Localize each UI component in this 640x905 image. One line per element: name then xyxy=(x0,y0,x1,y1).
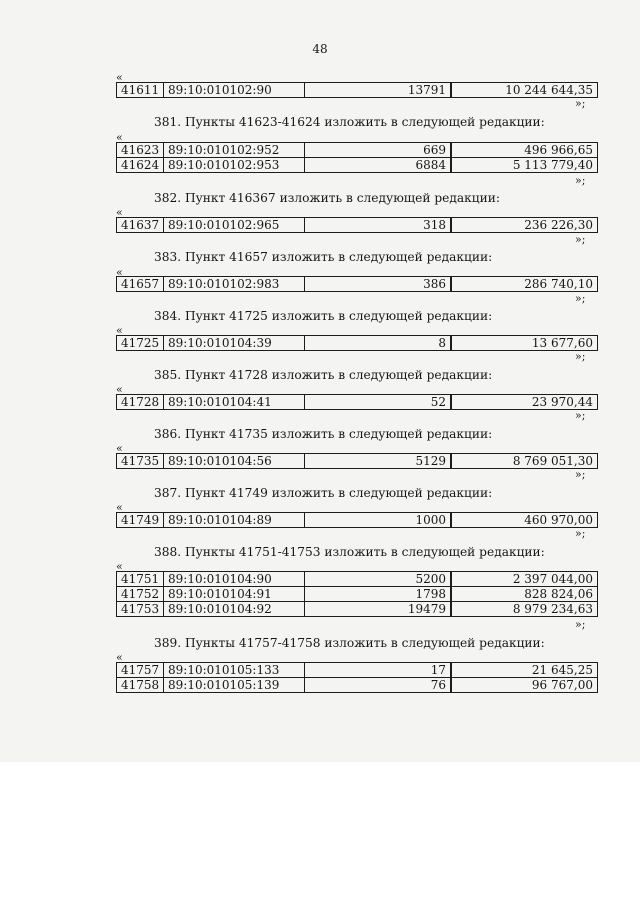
close-quote: »; xyxy=(575,97,586,110)
table-row xyxy=(117,277,598,292)
cadastral-number-cell: 89:10:010104:91 xyxy=(164,587,305,602)
open-quote: « xyxy=(116,442,123,455)
item-number-cell: 41735 xyxy=(117,454,164,469)
area-cell: 5129 xyxy=(305,454,452,469)
cadastral-value-cell: 10 244 644,35 xyxy=(451,83,598,98)
area-cell: 19479 xyxy=(305,602,452,617)
open-quote: « xyxy=(116,560,123,573)
cadastral-value-cell: 21 645,25 xyxy=(451,663,598,678)
amendment-table xyxy=(116,662,598,693)
table-row xyxy=(117,143,598,158)
open-quote: « xyxy=(116,383,123,396)
table-row xyxy=(117,454,598,469)
cadastral-number-cell: 89:10:010104:56 xyxy=(164,454,305,469)
section-heading: 386. Пункт 41735 изложить в следующей редакции: xyxy=(154,427,493,441)
section-heading: 389. Пункты 41757-41758 изложить в следующей редакции: xyxy=(154,636,545,650)
item-number-cell: 41751 xyxy=(117,572,164,587)
cadastral-number-cell: 89:10:010102:952 xyxy=(164,143,305,158)
table-row xyxy=(117,602,598,617)
cadastral-value-cell: 13 677,60 xyxy=(451,336,598,351)
table-row xyxy=(117,572,598,587)
item-number-cell: 41637 xyxy=(117,218,164,233)
open-quote: « xyxy=(116,651,123,664)
amendment-table xyxy=(116,453,598,469)
cadastral-value-cell: 236 226,30 xyxy=(451,218,598,233)
cadastral-number-cell: 89:10:010104:92 xyxy=(164,602,305,617)
area-cell: 669 xyxy=(305,143,452,158)
page-number: 48 xyxy=(312,42,328,56)
cadastral-value-cell: 2 397 044,00 xyxy=(451,572,598,587)
item-number-cell: 41623 xyxy=(117,143,164,158)
cadastral-number-cell: 89:10:010102:983 xyxy=(164,277,305,292)
table-row xyxy=(117,336,598,351)
cadastral-value-cell: 496 966,65 xyxy=(451,143,598,158)
table-row xyxy=(117,678,598,693)
cadastral-number-cell: 89:10:010105:139 xyxy=(164,678,305,693)
area-cell: 5200 xyxy=(305,572,452,587)
table-row xyxy=(117,663,598,678)
section-heading: 388. Пункты 41751-41753 изложить в следующей редакции: xyxy=(154,545,545,559)
item-number-cell: 41753 xyxy=(117,602,164,617)
close-quote: »; xyxy=(575,174,586,187)
cadastral-number-cell: 89:10:010104:90 xyxy=(164,572,305,587)
area-cell: 1000 xyxy=(305,513,452,528)
section-heading: 381. Пункты 41623-41624 изложить в следующей редакции: xyxy=(154,115,545,129)
item-number-cell: 41611 xyxy=(117,83,164,98)
item-number-cell: 41657 xyxy=(117,277,164,292)
close-quote: »; xyxy=(575,292,586,305)
item-number-cell: 41757 xyxy=(117,663,164,678)
cadastral-value-cell: 8 769 051,30 xyxy=(451,454,598,469)
close-quote: »; xyxy=(575,350,586,363)
cadastral-number-cell: 89:10:010105:133 xyxy=(164,663,305,678)
table-row xyxy=(117,218,598,233)
cadastral-number-cell: 89:10:010104:39 xyxy=(164,336,305,351)
amendment-table xyxy=(116,276,598,292)
table-row xyxy=(117,83,598,98)
cadastral-number-cell: 89:10:010102:90 xyxy=(164,83,305,98)
amendment-table xyxy=(116,142,598,173)
cadastral-value-cell: 5 113 779,40 xyxy=(451,158,598,173)
item-number-cell: 41725 xyxy=(117,336,164,351)
amendment-table xyxy=(116,82,598,98)
section-heading: 384. Пункт 41725 изложить в следующей редакции: xyxy=(154,309,493,323)
item-number-cell: 41624 xyxy=(117,158,164,173)
item-number-cell: 41758 xyxy=(117,678,164,693)
area-cell: 318 xyxy=(305,218,452,233)
area-cell: 13791 xyxy=(305,83,452,98)
open-quote: « xyxy=(116,206,123,219)
table-row xyxy=(117,513,598,528)
close-quote: »; xyxy=(575,618,586,631)
area-cell: 76 xyxy=(305,678,452,693)
cadastral-number-cell: 89:10:010104:41 xyxy=(164,395,305,410)
cadastral-number-cell: 89:10:010102:953 xyxy=(164,158,305,173)
section-heading: 383. Пункт 41657 изложить в следующей редакции: xyxy=(154,250,493,264)
amendment-table xyxy=(116,512,598,528)
area-cell: 52 xyxy=(305,395,452,410)
area-cell: 6884 xyxy=(305,158,452,173)
area-cell: 8 xyxy=(305,336,452,351)
table-row xyxy=(117,158,598,173)
close-quote: »; xyxy=(575,409,586,422)
amendment-table xyxy=(116,394,598,410)
open-quote: « xyxy=(116,324,123,337)
cadastral-value-cell: 460 970,00 xyxy=(451,513,598,528)
table-row xyxy=(117,587,598,602)
item-number-cell: 41728 xyxy=(117,395,164,410)
section-heading: 385. Пункт 41728 изложить в следующей редакции: xyxy=(154,368,493,382)
open-quote: « xyxy=(116,266,123,279)
amendment-table xyxy=(116,571,598,617)
area-cell: 386 xyxy=(305,277,452,292)
cadastral-value-cell: 286 740,10 xyxy=(451,277,598,292)
section-heading: 387. Пункт 41749 изложить в следующей редакции: xyxy=(154,486,493,500)
amendment-table xyxy=(116,335,598,351)
area-cell: 1798 xyxy=(305,587,452,602)
open-quote: « xyxy=(116,131,123,144)
item-number-cell: 41752 xyxy=(117,587,164,602)
amendment-table xyxy=(116,217,598,233)
cadastral-value-cell: 8 979 234,63 xyxy=(451,602,598,617)
open-quote: « xyxy=(116,501,123,514)
table-row xyxy=(117,395,598,410)
open-quote: « xyxy=(116,71,123,84)
close-quote: »; xyxy=(575,527,586,540)
close-quote: »; xyxy=(575,233,586,246)
cadastral-number-cell: 89:10:010104:89 xyxy=(164,513,305,528)
cadastral-value-cell: 23 970,44 xyxy=(451,395,598,410)
close-quote: »; xyxy=(575,468,586,481)
cadastral-value-cell: 96 767,00 xyxy=(451,678,598,693)
section-heading: 382. Пункт 416367 изложить в следующей редакции: xyxy=(154,191,500,205)
cadastral-value-cell: 828 824,06 xyxy=(451,587,598,602)
cadastral-number-cell: 89:10:010102:965 xyxy=(164,218,305,233)
item-number-cell: 41749 xyxy=(117,513,164,528)
area-cell: 17 xyxy=(305,663,452,678)
